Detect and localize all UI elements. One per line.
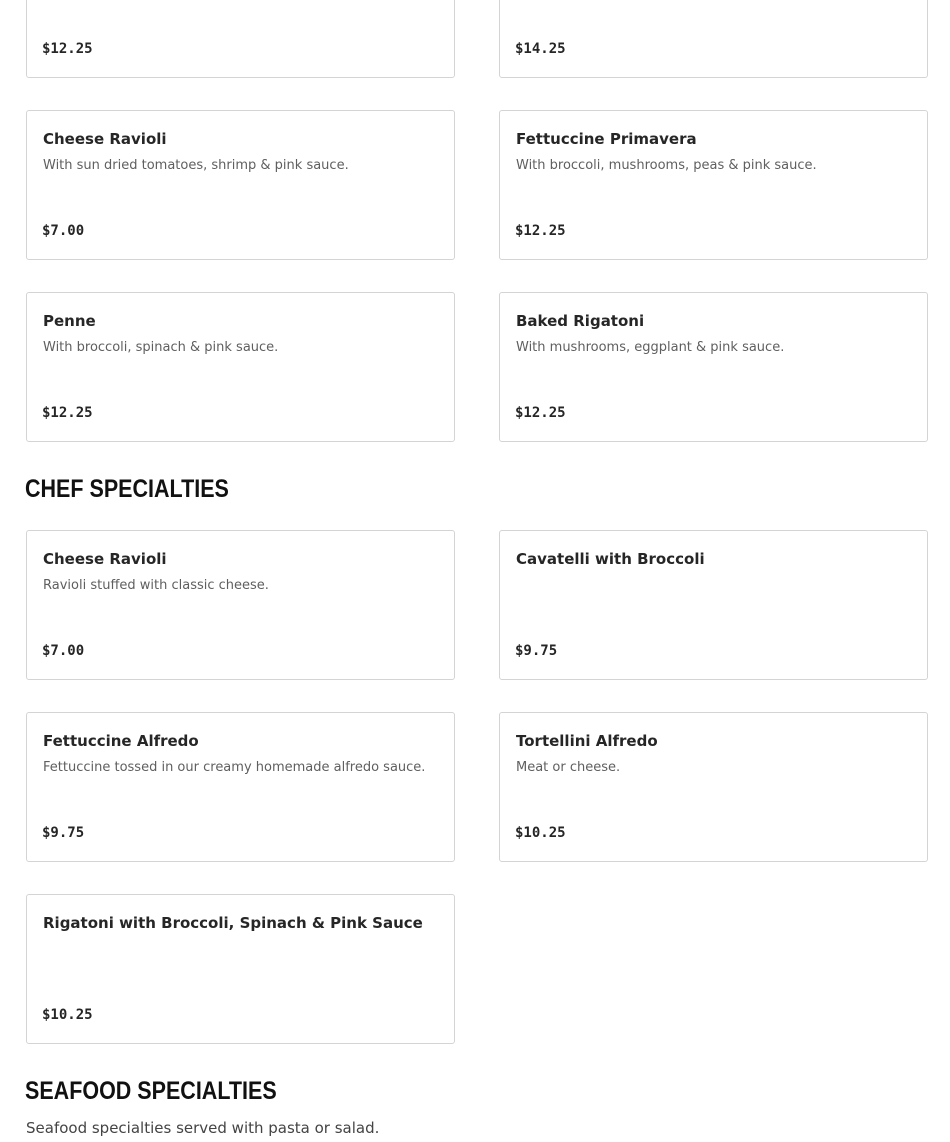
menu-item-card[interactable]: [26, 292, 455, 442]
menu-item-name: Tortellini Alfredo: [516, 732, 658, 750]
menu-item-price: $10.25: [42, 1007, 93, 1023]
menu-item-description: With broccoli, spinach & pink sauce.: [43, 340, 279, 355]
menu-item-name: Cheese Ravioli: [43, 130, 167, 148]
menu-item-description: With sun dried tomatoes, shrimp & pink sauce.: [43, 158, 349, 173]
section-subtitle: Seafood specialties served with pasta or salad.: [26, 1119, 380, 1137]
menu-item-price: $12.25: [515, 223, 566, 239]
menu-item-description: Fettuccine tossed in our creamy homemade alfredo sauce.: [43, 760, 426, 775]
menu-item-name: Penne: [43, 312, 96, 330]
section-title-seafood-specialties: SEAFOOD SPECIALTIES: [25, 1077, 277, 1105]
menu-item-price: $10.25: [515, 825, 566, 841]
menu-item-name: Fettuccine Primavera: [516, 130, 697, 148]
menu-item-card[interactable]: [499, 712, 928, 862]
menu-item-card[interactable]: [26, 894, 455, 1044]
menu-item-description: Ravioli stuffed with classic cheese.: [43, 578, 269, 593]
menu-item-price: $7.00: [42, 643, 85, 659]
menu-item-price: $7.00: [42, 223, 85, 239]
menu-item-price: $14.25: [515, 41, 566, 57]
menu-item-price: $12.25: [515, 405, 566, 421]
menu-item-card[interactable]: [26, 530, 455, 680]
menu-item-price: $12.25: [42, 41, 93, 57]
menu-item-name: Cheese Ravioli: [43, 550, 167, 568]
menu-item-card[interactable]: [26, 712, 455, 862]
menu-item-price: $9.75: [515, 643, 558, 659]
menu-item-description: With broccoli, mushrooms, peas & pink sauce.: [516, 158, 817, 173]
menu-item-description: With mushrooms, eggplant & pink sauce.: [516, 340, 785, 355]
menu-item-name: Fettuccine Alfredo: [43, 732, 199, 750]
menu-item-price: $9.75: [42, 825, 85, 841]
menu-item-card[interactable]: [499, 0, 928, 78]
menu-item-card[interactable]: [499, 292, 928, 442]
menu-item-description: Meat or cheese.: [516, 760, 621, 775]
section-title-chef-specialties: CHEF SPECIALTIES: [25, 475, 229, 503]
menu-item-name: Rigatoni with Broccoli, Spinach & Pink Sauce: [43, 914, 423, 932]
menu-item-price: $12.25: [42, 405, 93, 421]
menu-item-card[interactable]: [26, 0, 455, 78]
menu-item-name: Cavatelli with Broccoli: [516, 550, 705, 568]
menu-item-card[interactable]: [499, 530, 928, 680]
menu-item-card[interactable]: [26, 110, 455, 260]
menu-item-name: Baked Rigatoni: [516, 312, 645, 330]
menu-item-card[interactable]: [499, 110, 928, 260]
